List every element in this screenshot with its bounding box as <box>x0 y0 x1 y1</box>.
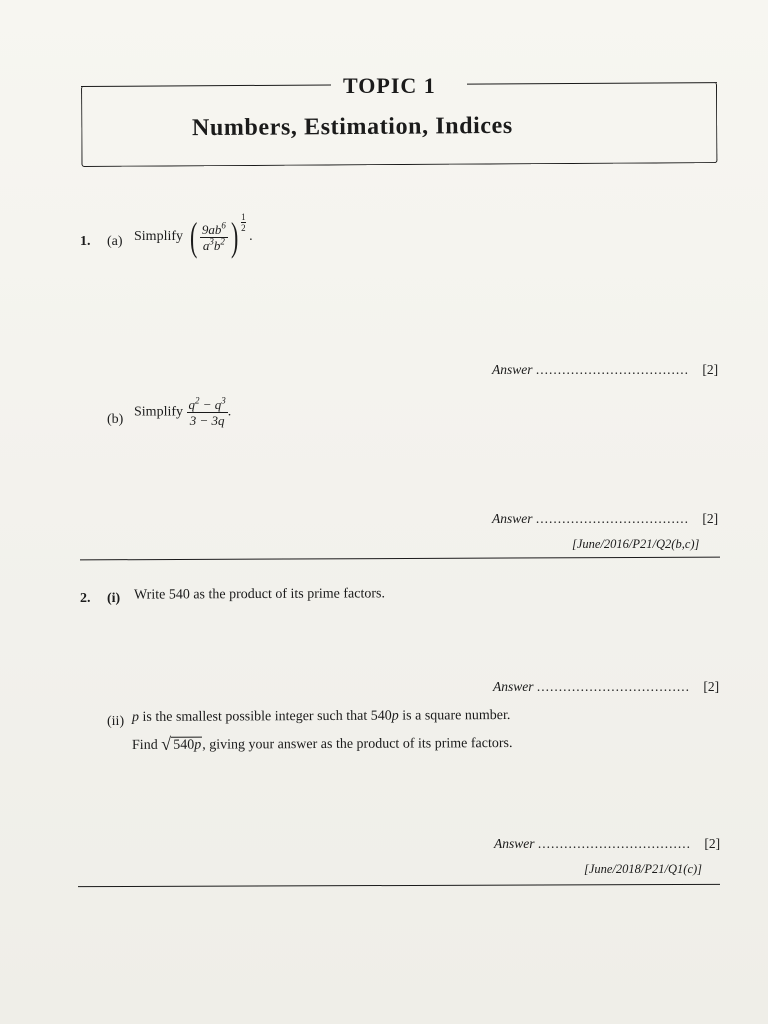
variable-p: p <box>391 708 399 724</box>
period: . <box>249 229 253 244</box>
source-reference: [June/2016/P21/Q2(b,c)] <box>572 537 700 551</box>
divider <box>80 557 720 561</box>
exponent: 2 <box>220 236 225 247</box>
radicand: 540 <box>173 737 195 753</box>
answer-field[interactable]: ................................... <box>535 511 689 526</box>
variable-p: p <box>194 737 202 753</box>
variable-p: p <box>131 709 140 725</box>
question-2ii-line1 <box>132 708 510 726</box>
prompt-text: Simplify <box>134 404 184 420</box>
numerator: q <box>188 397 196 412</box>
find-text: Find <box>131 737 158 753</box>
text: , giving your answer as the product of its prime factors. <box>202 736 513 753</box>
answer-label: Answer <box>492 362 533 377</box>
denominator-a: a <box>202 237 210 253</box>
part-label: (ii) <box>107 714 125 729</box>
divider <box>78 884 720 887</box>
exponent: 2 <box>195 395 200 406</box>
fraction <box>200 222 228 253</box>
answer-line <box>493 679 719 695</box>
prompt-text: Simplify <box>134 229 184 244</box>
part-label: (a) <box>107 234 123 249</box>
marks: [2] <box>704 836 721 851</box>
marks: [2] <box>702 362 719 377</box>
question-number: 1. <box>80 234 91 249</box>
part-label: (b) <box>107 412 124 427</box>
marks: [2] <box>702 511 719 526</box>
exponent: 3 <box>209 236 214 247</box>
question-number: 2. <box>80 591 91 606</box>
answer-field[interactable]: ................................... <box>535 362 689 377</box>
power-fraction: $\frac{1}{2}$ <box>241 212 246 233</box>
fraction <box>187 397 228 428</box>
answer-label: Answer <box>492 511 533 526</box>
right-paren: ) <box>230 214 239 259</box>
answer-line <box>494 836 720 852</box>
text: is a square number. <box>398 708 511 724</box>
topic-title: Numbers, Estimation, Indices <box>191 112 513 142</box>
question-1b-expression <box>134 397 231 428</box>
topic-label: TOPIC 1 <box>343 73 436 98</box>
numerator: 9ab <box>201 221 222 237</box>
question-1a-expression <box>134 212 253 259</box>
text: is the smallest possible integer such that 540 <box>138 708 392 725</box>
denominator-b: b <box>213 237 221 253</box>
answer-line <box>492 362 718 378</box>
question-2i-text: Write 540 as the product of its prime factors. <box>133 586 386 603</box>
left-paren: ( <box>189 214 197 259</box>
exponent: 3 <box>221 395 226 406</box>
period: . <box>227 404 232 420</box>
answer-field[interactable]: ................................... <box>536 679 690 694</box>
denominator: 3 − 3q <box>189 413 225 428</box>
question-2ii-line2 <box>132 735 513 754</box>
source-reference: [June/2018/P21/Q1(c)] <box>584 862 703 876</box>
numerator-mid: − q <box>199 397 222 412</box>
header-rule-left <box>81 84 331 87</box>
answer-line <box>492 511 718 527</box>
square-root <box>161 733 202 754</box>
exponent: 6 <box>221 220 226 231</box>
answer-field[interactable]: ................................... <box>537 836 691 851</box>
header-rule-right <box>467 82 717 85</box>
part-label: (i) <box>107 591 121 606</box>
answer-label: Answer <box>494 836 535 851</box>
radical-sign: √ <box>161 733 172 754</box>
marks: [2] <box>703 679 720 694</box>
answer-label: Answer <box>493 679 534 694</box>
